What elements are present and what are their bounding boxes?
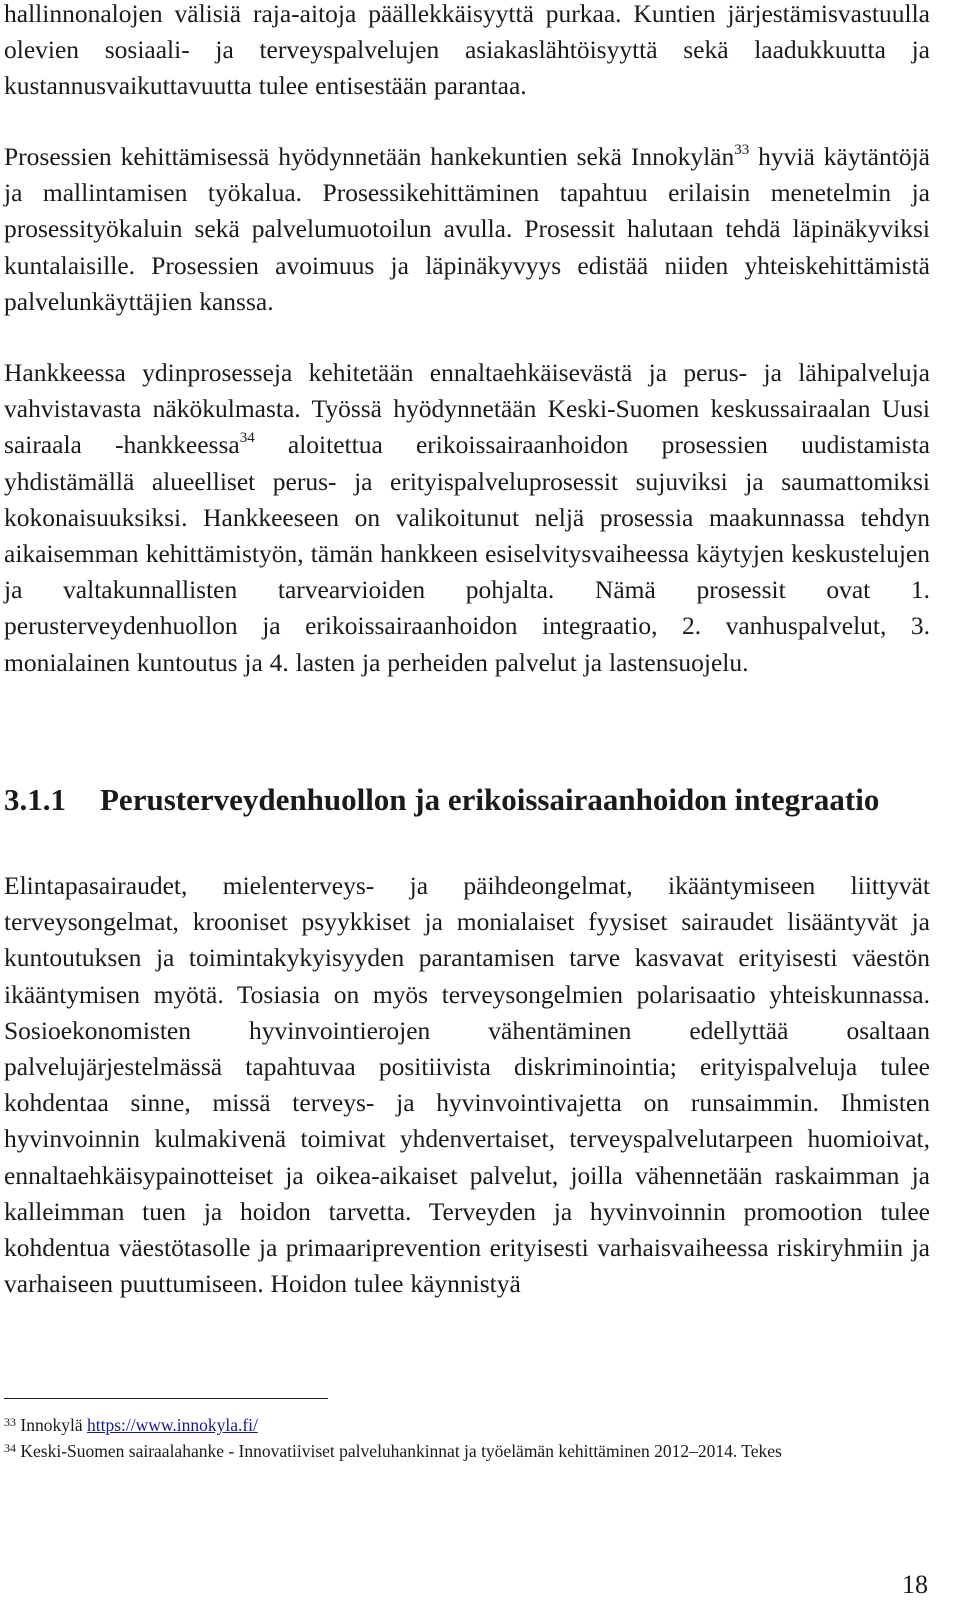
section-title: Perusterveydenhuollon ja erikoissairaanhoidon integraatio xyxy=(100,782,880,817)
footnote-text: Keski-Suomen sairaalahanke - Innovatiiviset palveluhankinnat ja työelämän kehittäminen 2012–2014. Tekes xyxy=(16,1441,782,1461)
footnote-separator xyxy=(4,1398,328,1399)
paragraph-text-end: hyviä käytäntöjä ja mallintamisen työkalua. Prosessikehittäminen tapahtuu erilaisin menetelmin ja prosessityökaluin sekä palvelumuotoilun avulla. Prosessit halutaan tehdä läpinäkyviksi kuntalaisille. Prosessien avoimuus ja läpinäkyvyys edistää niiden yhteiskehittämistä palvelunkäyttäjien kanssa. xyxy=(4,142,930,316)
paragraph-text-start: Hankkeessa ydinprosesseja kehitetään ennaltaehkäisevästä ja perus- ja lähipalveluja vahvistavasta näkökulmasta. Työssä hyödynnetään Keski-Suomen keskussairaalan Uusi sairaala -hankkeessa xyxy=(4,358,930,460)
paragraph-text: Elintapasairaudet, mielenterveys- ja päihdeongelmat, ikääntymiseen liittyvät terveysongelmat, krooniset psyykkiset ja monialaiset fyysiset sairaudet lisääntyvät ja kuntoutuksen ja toimintakykyisyyden parantamisen tarve kasvavat erityisesti väestön ikääntymisen myötä. Tosiasia on myös terveysongelmien polarisaatio yhteiskunnassa. Sosioekonomisten hyvinvointierojen vähentäminen edellyttää osaltaan palvelujärjestelmässä tapahtuvaa positiivista diskriminointia; erityispalveluja tulee kohdentaa sinne, missä terveys- ja hyvinvointivajetta on runsaimmin. Ihmisten hyvinvoinnin kulmakivenä toimivat yhdenvertaiset, terveyspalvelutarpeen huomioivat, ennaltaehkäisypainotteiset ja oikea-aikaiset palvelut, joilla vähennetään raskaimman ja kalleimman tuen ja hoidon tarvetta. Terveyden ja hyvinvoinnin promootion tulee kohdentua väestötasolle ja primaariprevention erityisesti varhaisvaiheessa riskiryhmiin ja varhaiseen puuttumiseen. Hoidon tulee käynnistyä xyxy=(4,871,930,1299)
footnote-text: Innokylä xyxy=(16,1415,87,1435)
section-number: 3.1.1 xyxy=(4,782,66,817)
paragraph-text-start: Prosessien kehittämisessä hyödynnetään hankekuntien sekä Innokylän xyxy=(4,142,735,171)
footnote-34 xyxy=(4,1438,930,1464)
page-number: 18 xyxy=(902,1570,928,1599)
section-heading xyxy=(4,778,930,821)
paragraph-text-end: aloitettua erikoissairaanhoidon prosessien uudistamista yhdistämällä alueelliset perus- ja erityispalveluprosessit sujuviksi ja saumattomiksi kokonaisuuksiksi. Hankkeeseen on valikoitunut neljä prosessia maakunnassa tehdyn aikaisemman kehittämistyön, tämän hankkeen esiselvitysvaiheessa käytyjen keskustelujen ja valtakunnallisten tarvearvioiden pohjalta. Nämä prosessit ovat 1. perusterveydenhuollon ja erikoissairaanhoidon integraatio, 2. vanhuspalvelut, 3. monialainen kuntoutus ja 4. lasten ja perheiden palvelut ja lastensuojelu. xyxy=(4,430,930,677)
body-paragraph-4 xyxy=(4,868,930,1302)
paragraph-text: hallinnonalojen välisiä raja-aitoja päällekkäisyyttä purkaa. Kuntien järjestämisvastuulla olevien sosiaali- ja terveyspalvelujen asiakaslähtöisyyttä sekä laadukkuutta ja kustannusvaikuttavuutta tulee entisestään parantaa. xyxy=(4,0,930,101)
footnote-ref-34[interactable]: 34 xyxy=(239,430,255,447)
body-paragraph-1 xyxy=(4,0,930,105)
footnote-link[interactable]: https://www.innokyla.fi/ xyxy=(86,1415,258,1435)
body-paragraph-3 xyxy=(4,355,930,681)
body-paragraph-2 xyxy=(4,139,930,320)
footnote-mark: 34 xyxy=(4,1441,16,1455)
footnotes xyxy=(4,1412,930,1464)
footnote-33 xyxy=(4,1412,930,1438)
footnote-mark: 33 xyxy=(4,1415,16,1429)
footnote-ref-33[interactable]: 33 xyxy=(734,142,750,158)
